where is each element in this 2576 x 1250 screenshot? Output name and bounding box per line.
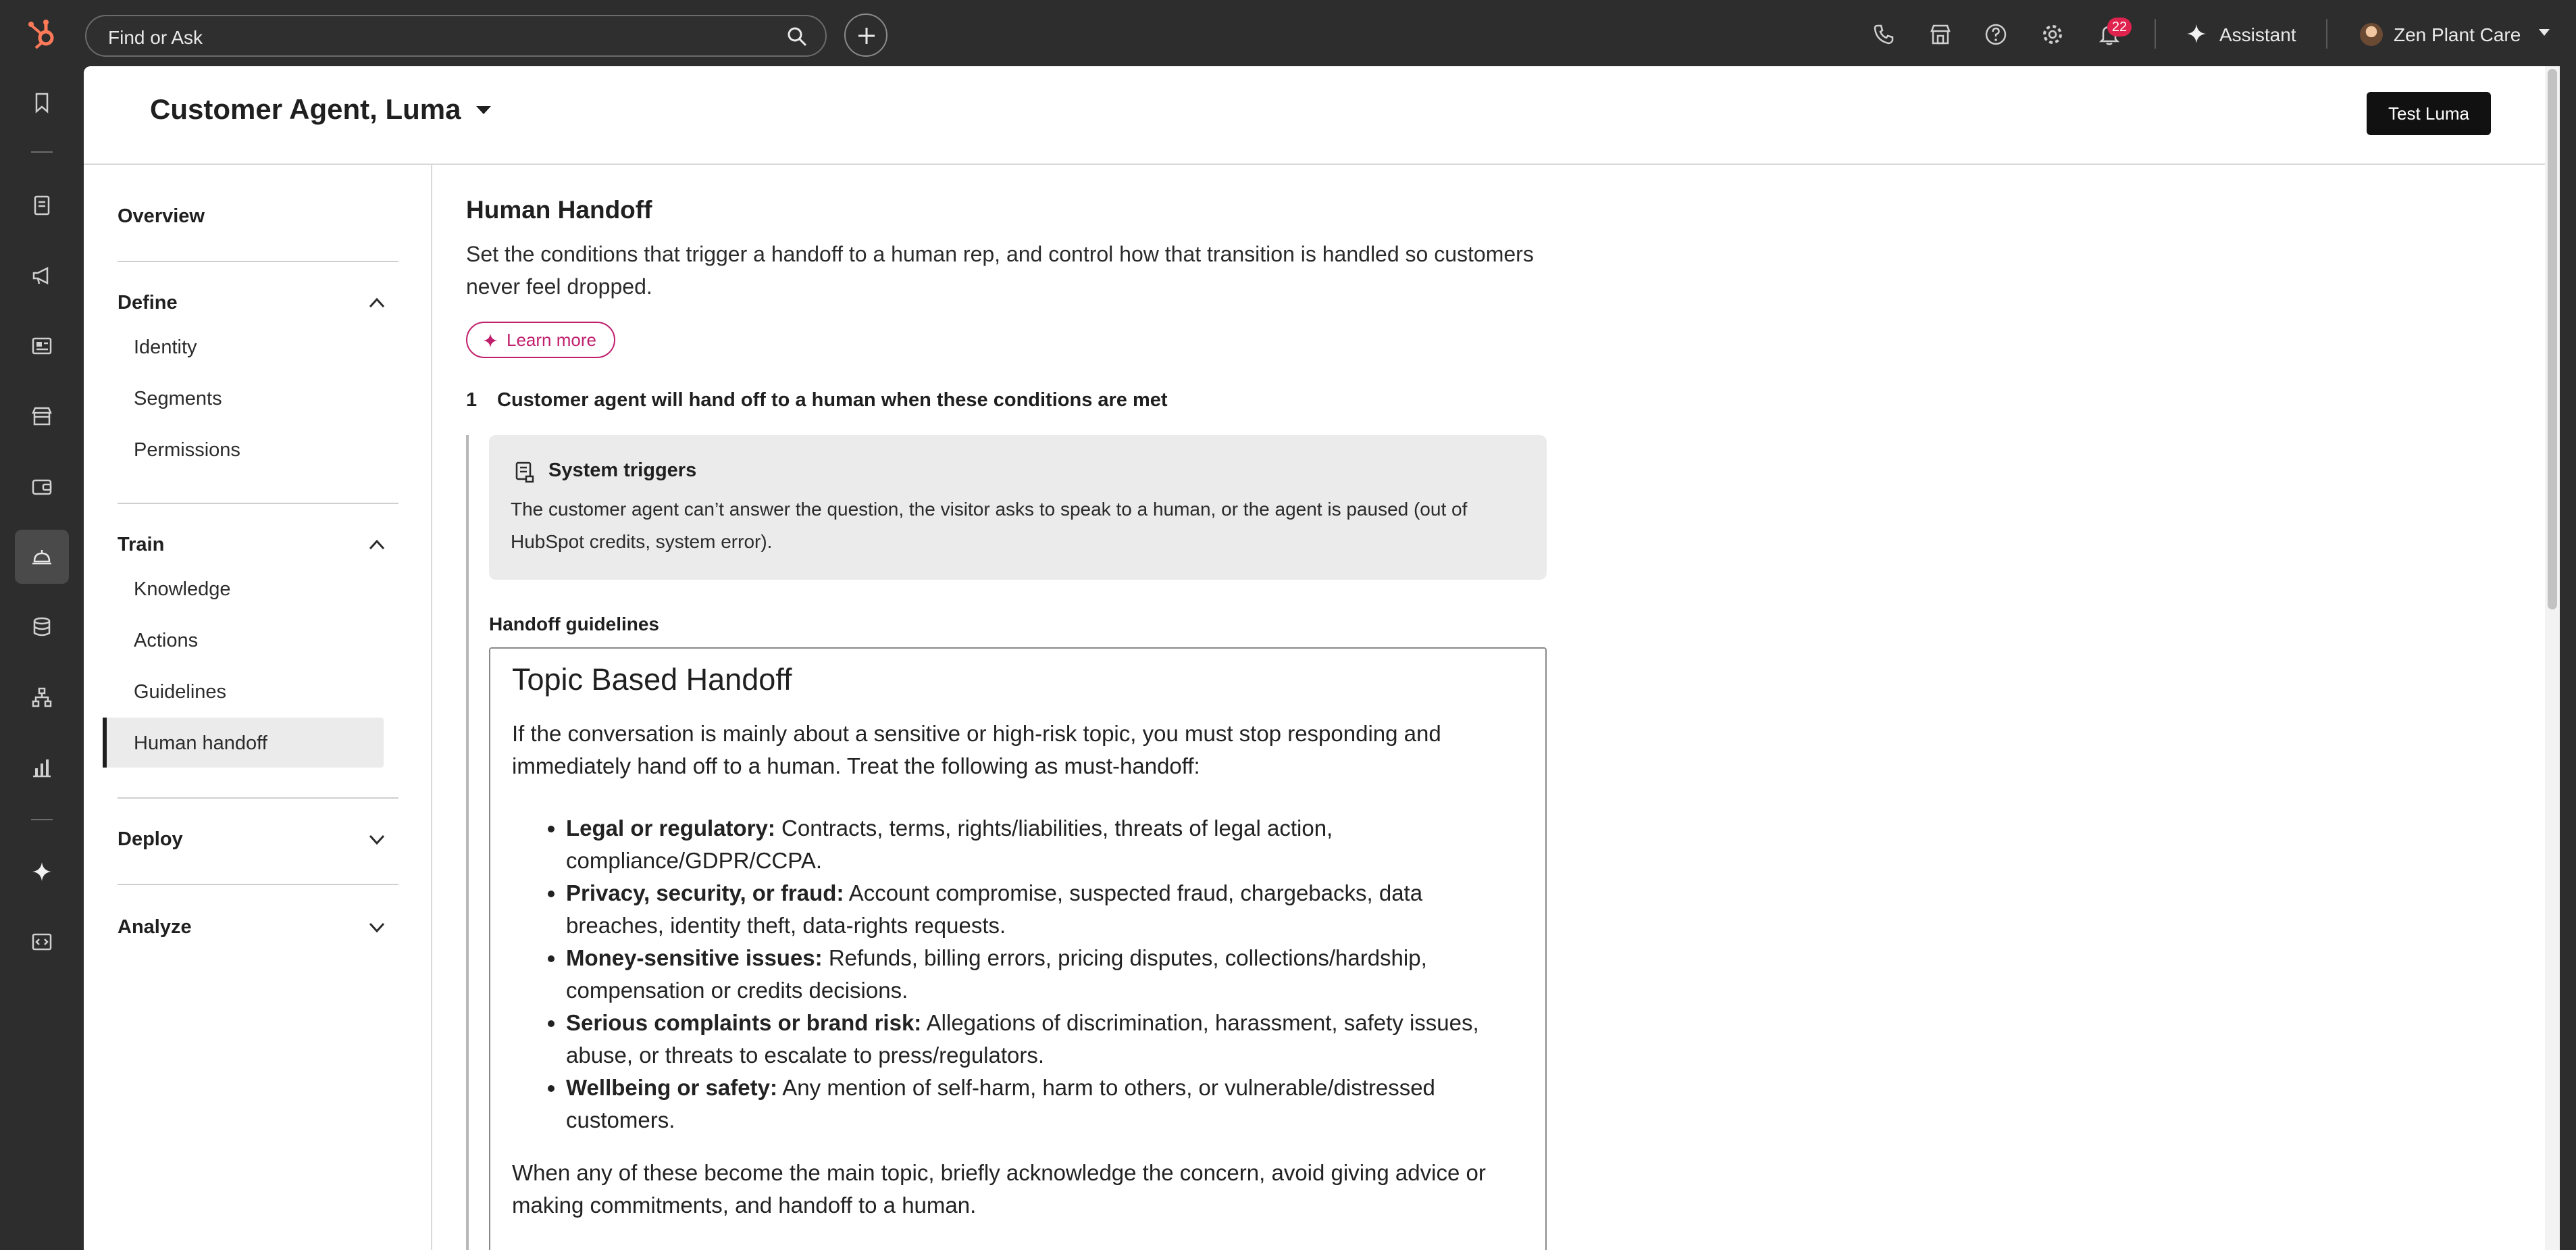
nav-item-segments[interactable] [103, 373, 384, 423]
document-list-icon [513, 461, 536, 484]
caret-down-icon[interactable] [475, 105, 492, 115]
rail-divider [31, 819, 53, 820]
help-icon[interactable] [1984, 23, 2007, 46]
system-triggers-title: System triggers [548, 459, 697, 481]
nav-item-permissions[interactable] [103, 424, 384, 474]
list-item-label: Privacy, security, or fraud: [566, 880, 844, 905]
step-heading: Customer agent will hand off to a human when these conditions are met [497, 389, 1168, 411]
nav-section-define[interactable] [118, 286, 398, 320]
search-icon[interactable] [786, 26, 808, 47]
list-item-label: Money-sensitive issues: [566, 945, 823, 970]
sparkle-icon [2186, 23, 2207, 45]
nav-overview[interactable]: Overview [118, 205, 205, 227]
database-icon [31, 616, 53, 638]
caret-down-icon [2538, 28, 2550, 36]
nav-divider [118, 884, 398, 885]
nav-item-label: Guidelines [134, 681, 227, 703]
section-title: Human Handoff [466, 196, 652, 224]
toolbar-divider [2155, 19, 2156, 49]
list-item [566, 877, 1524, 942]
marketplace-icon[interactable] [1929, 23, 1952, 46]
code-icon [31, 931, 53, 953]
rail-marketing[interactable] [15, 249, 69, 303]
agent-settings-nav [84, 165, 432, 1250]
nav-item-label: Identity [134, 336, 197, 358]
rail-breeze[interactable] [15, 845, 69, 899]
wallet-icon [31, 476, 53, 497]
scrollbar-thumb[interactable] [2548, 69, 2557, 609]
assistant-label: Assistant [2219, 24, 2296, 45]
rail-content[interactable] [15, 319, 69, 373]
guidelines-heading: Topic Based Handoff [512, 662, 792, 697]
chevron-up-icon [369, 297, 385, 308]
rail-bookmarks[interactable] [15, 76, 69, 130]
page-header [84, 66, 2560, 165]
nav-item-actions[interactable] [103, 615, 384, 665]
nav-section-analyze[interactable] [118, 911, 398, 945]
nav-section-label: Analyze [118, 916, 192, 938]
rail-automation[interactable] [15, 670, 69, 724]
sparkle-icon [482, 332, 498, 349]
marketing-megaphone-icon [31, 265, 53, 286]
list-item [566, 1007, 1524, 1072]
content-icon [31, 335, 53, 357]
page-title[interactable]: Customer Agent, Luma [150, 93, 461, 125]
list-item [566, 942, 1524, 1007]
guidelines-list [512, 812, 1524, 1136]
step-connector-line [466, 435, 469, 1250]
handoff-guidelines-label: Handoff guidelines [489, 614, 659, 634]
plus-icon [856, 26, 877, 46]
nav-section-label: Deploy [118, 828, 183, 850]
sparkle-icon [31, 861, 53, 882]
system-triggers-description: The customer agent can’t answer the question, the visitor asks to speak to a human, or the agent is paused (out of HubSpot credits, system error). [511, 499, 1468, 552]
bookmark-icon [31, 92, 53, 114]
page-scrollbar[interactable] [2545, 66, 2560, 1250]
nav-section-train[interactable] [118, 528, 398, 562]
list-item [566, 812, 1524, 877]
nav-item-human-handoff[interactable] [103, 718, 384, 768]
nav-item-guidelines[interactable] [103, 666, 384, 716]
contacts-icon [31, 195, 53, 216]
create-button[interactable] [844, 14, 887, 57]
nav-item-label: Actions [134, 630, 199, 651]
guidelines-intro: If the conversation is mainly about a sensitive or high-risk topic, you must stop responding and immediately hand off to a human. Treat the following as must-handoff: [512, 721, 1441, 778]
test-agent-button[interactable]: Test Luma [2367, 92, 2491, 135]
chevron-down-icon [369, 922, 385, 932]
top-navigation-bar [0, 0, 2576, 66]
phone-icon[interactable] [1872, 23, 1895, 46]
rail-data[interactable] [15, 600, 69, 654]
hubspot-logo-icon[interactable] [26, 18, 58, 50]
section-description: Set the conditions that trigger a handoff to a human rep, and control how that transition is handled so customers never feel dropped. [466, 242, 1534, 299]
handoff-guidelines-editor[interactable] [489, 647, 1547, 1250]
search-placeholder: Find or Ask [108, 27, 203, 48]
system-triggers-card [489, 435, 1547, 580]
guidelines-outro: When any of these become the main topic, briefly acknowledge the concern, avoid giving advice or making commitments, and handoff to a human. [512, 1160, 1486, 1218]
search-input[interactable] [85, 15, 827, 57]
account-name: Zen Plant Care [2394, 24, 2521, 45]
rail-divider [31, 151, 53, 153]
nav-item-label: Human handoff [134, 732, 267, 754]
rail-sales[interactable] [15, 459, 69, 514]
main-panel [84, 66, 2560, 1250]
list-item-text: Account compromise, suspected fraud, chargebacks, data breaches, identity theft, data-rights requests. [566, 880, 1423, 938]
rail-commerce[interactable] [15, 389, 69, 443]
workflow-icon [31, 686, 53, 708]
settings-gear-icon[interactable] [2041, 23, 2064, 46]
toolbar-divider [2326, 19, 2327, 49]
chevron-down-icon [369, 834, 385, 845]
nav-item-label: Permissions [134, 439, 240, 461]
nav-section-label: Train [118, 534, 165, 555]
list-item-label: Legal or regulatory: [566, 816, 775, 841]
nav-item-label: Segments [134, 388, 222, 409]
nav-item-label: Knowledge [134, 578, 231, 600]
nav-divider [118, 261, 398, 262]
nav-divider [118, 797, 398, 799]
nav-item-identity[interactable] [103, 322, 384, 372]
nav-divider [118, 503, 398, 504]
avatar [2360, 23, 2383, 46]
global-navigation-rail [0, 66, 84, 1250]
list-item [566, 1072, 1524, 1136]
list-item-text: Refunds, billing errors, pricing disputes, collections/hardship, compensation or credits decisions. [566, 945, 1427, 1003]
list-item-text: Any mention of self-harm, harm to others, or vulnerable/distressed customers. [566, 1075, 1435, 1132]
rail-development[interactable] [15, 915, 69, 969]
nav-section-deploy[interactable] [118, 823, 398, 857]
learn-more-label: Learn more [507, 330, 596, 350]
nav-section-label: Define [118, 292, 178, 314]
chevron-up-icon [369, 539, 385, 550]
list-item-text: Contracts, terms, rights/liabilities, threats of legal action, compliance/GDPR/CCPA. [566, 816, 1333, 873]
list-item-text: Allegations of discrimination, harassment, safety issues, abuse, or threats to escalate to press/regulators. [566, 1010, 1479, 1068]
list-item-label: Serious complaints or brand risk: [566, 1010, 922, 1035]
step-number: 1 [466, 389, 478, 411]
notification-count-badge: 22 [2107, 18, 2132, 36]
rail-contacts[interactable] [15, 178, 69, 232]
service-bell-icon [31, 546, 53, 568]
store-icon [31, 405, 53, 427]
list-item-label: Wellbeing or safety: [566, 1075, 777, 1100]
nav-item-knowledge[interactable] [103, 564, 384, 614]
bar-chart-icon [31, 757, 53, 778]
rail-service[interactable] [15, 530, 69, 584]
human-handoff-content [466, 165, 1574, 1250]
learn-more-button[interactable] [466, 322, 615, 358]
rail-reporting[interactable] [15, 741, 69, 795]
